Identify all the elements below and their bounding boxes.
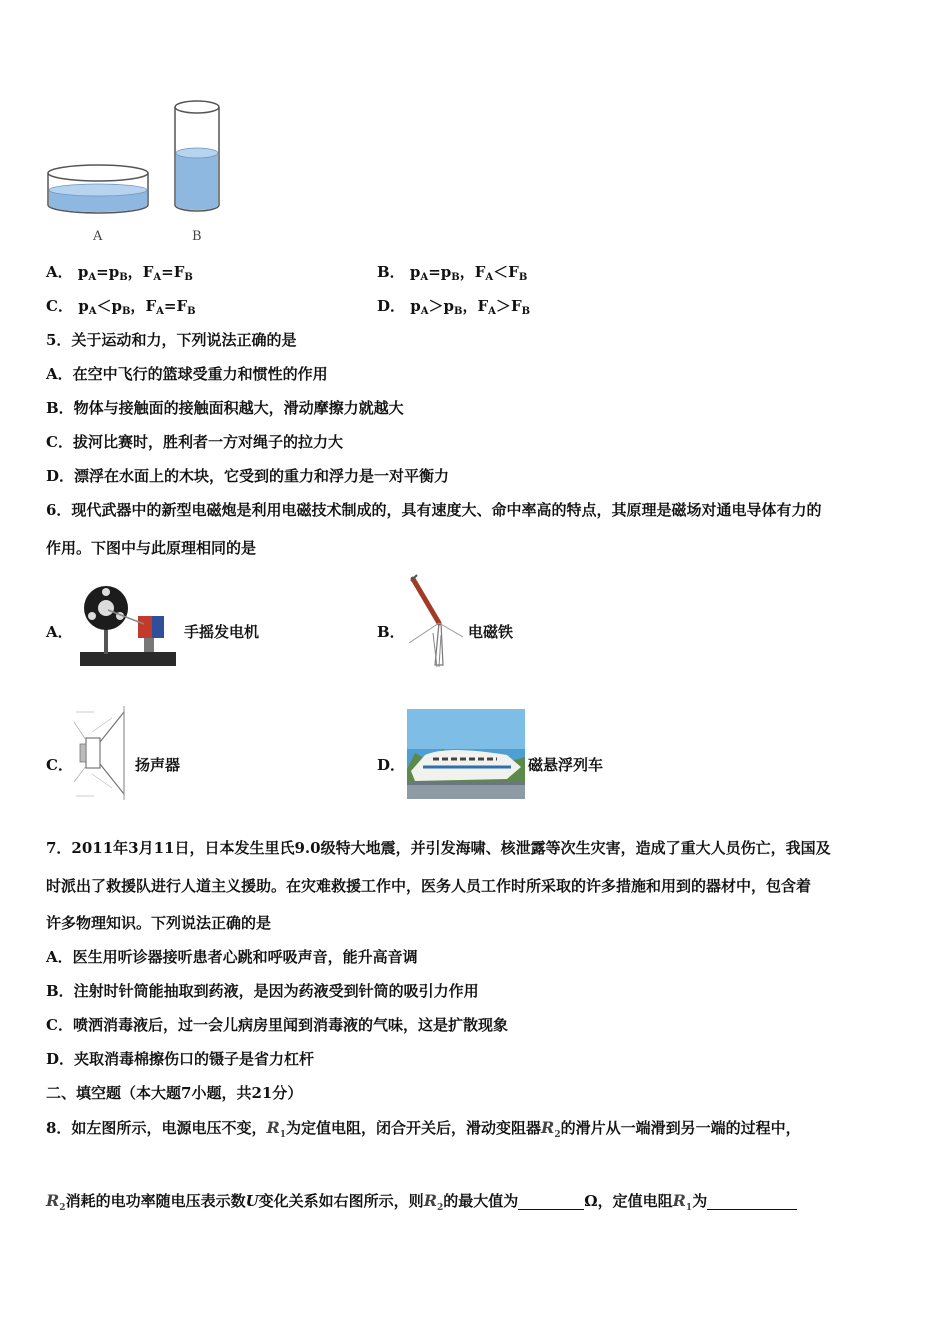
q4-option-b: B． $p_A=p_B$，$F_A<F_B$ [377,263,528,283]
maglev-train-image [407,709,525,799]
q7-stem-line1: 7．2011年3月11日，日本发生里氏9.0级特大地震，并引发海啸、核泄露等次生灾害，造成了重大人员伤亡，我国及 [46,839,831,857]
q6-option-a-key: A． [46,623,73,641]
q7-option-d: D．夹取消毒棉擦伤口的镊子是省力杠杆 [46,1050,315,1068]
q7-option-a: A．医生用听诊器接听患者心跳和呼吸声音，能升高音调 [46,948,418,966]
loudspeaker-diagram [72,702,132,804]
q7-option-b: B．注射时针筒能抽取到药液，是因为药液受到针筒的吸引力作用 [46,982,479,1000]
q6-option-b-caption: 电磁铁 [468,623,514,641]
q7-stem-line2: 时派出了救援队进行人道主义援助。在灾难救援工作中，医务人员工作时所采取的许多措施和用到的器材中，包含着 [46,877,812,895]
q5-stem: 5．关于运动和力，下列说法正确的是 [46,331,297,349]
r1-symbol: $R_1$ [672,1191,693,1213]
q4-option-a: A． $p_A=p_B$，$F_A=F_B$ [46,263,193,283]
q6-option-b-key: B． [377,623,405,641]
container-b [175,101,219,211]
r2-symbol: $R_2$ [541,1118,561,1140]
q6-option-a-caption: 手摇发电机 [184,623,260,641]
q4-option-d: D． $p_A>p_B$，$F_A>F_B$ [377,297,531,317]
q5-option-a: A．在空中飞行的篮球受重力和惯性的作用 [46,365,328,383]
answer-blank-r2-max[interactable] [518,1193,584,1210]
container-a-label: A [93,229,103,244]
q6-option-d-caption: 磁悬浮列车 [528,756,604,774]
r1-symbol: $R_1$ [266,1118,287,1140]
container-b-label: B [192,229,202,244]
q5-option-c: C．拔河比赛时，胜利者一方对绳子的拉力大 [46,433,343,451]
q7-stem-line3: 许多物理知识。下列说法正确的是 [46,914,272,932]
q6-option-d-key: D． [377,756,406,774]
q7-option-c: C．喷洒消毒液后，过一会儿病房里闻到消毒液的气味，这是扩散现象 [46,1016,508,1034]
r2-symbol: $R_2$ [423,1191,444,1213]
q5-option-d: D．漂浮在水面上的木块，它受到的重力和浮力是一对平衡力 [46,467,450,485]
q6-option-c-key: C． [46,756,73,774]
container-a [48,165,148,213]
q6-stem-line1: 6．现代武器中的新型电磁炮是利用电磁技术制成的，具有速度大、命中率高的特点，其原理是磁场对通电导体有力的 [46,501,822,519]
q4-option-c: C． $p_A<p_B$，$F_A=F_B$ [46,297,196,317]
q6-stem-line2: 作用。下图中与此原理相同的是 [46,539,257,557]
answer-blank-r1[interactable] [707,1193,797,1210]
q8-line1: 8．如左图所示，电源电压不变，$R_1$为定值电阻，闭合开关后，滑动变阻器$R_2$的滑片从一端滑到另一端的过程中， [46,1118,801,1140]
hand-crank-generator-image [76,580,180,670]
r2-symbol: $R_2$ [46,1191,66,1213]
containers-figure [40,95,240,250]
section-2-title: 二、填空题（本大题7小题，共21分） [46,1084,303,1102]
q6-option-c-caption: 扬声器 [135,756,181,774]
electromagnet-image [405,573,467,671]
q8-line2: $R_2$消耗的电功率随电压表示数U变化关系如右图所示，则$R_2$的最大值为 Ω，定值电阻$R_1$为 [46,1184,797,1221]
q5-option-b: B．物体与接触面的接触面积越大，滑动摩擦力就越大 [46,399,404,417]
